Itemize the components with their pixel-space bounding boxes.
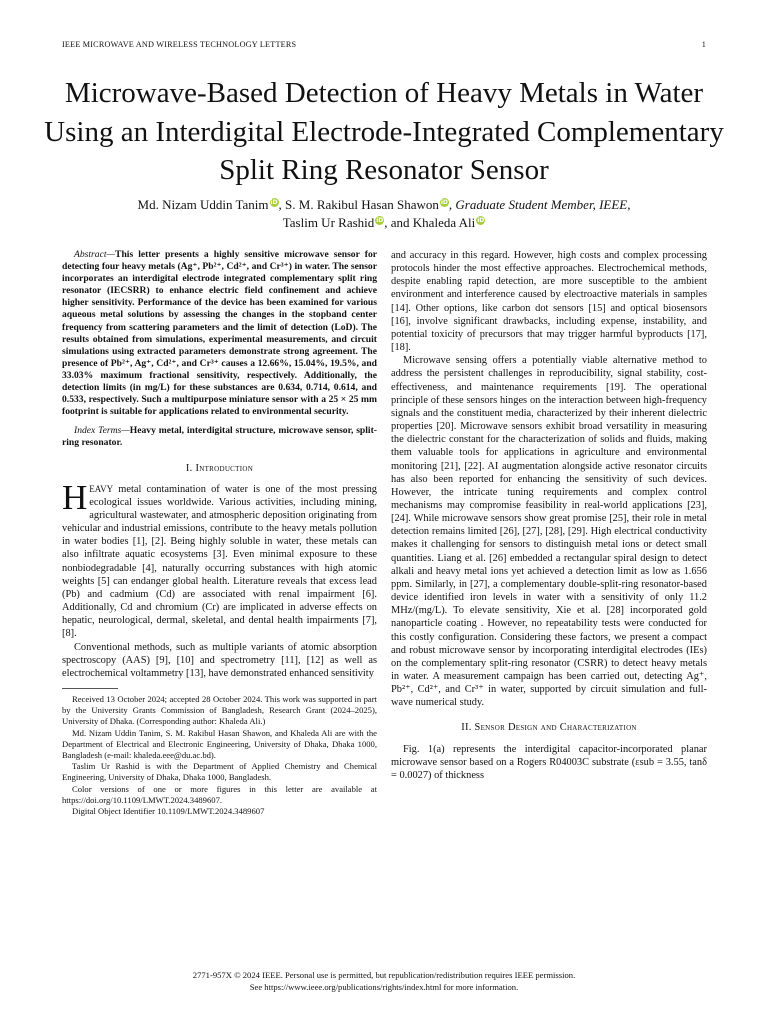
intro-paragraph-2: Conventional methods, such as multiple variants of atomic absorption spectroscopy (AAS) [9], [10] and spectrometry [11], [12] as well as electrochemical voltammetry [13], have demonstrated enhanced sensitivity bbox=[62, 641, 377, 679]
orcid-icon[interactable]: iD bbox=[270, 198, 278, 206]
intro-paragraph-1-text: metal contamination of water is one of the most pressing ecological issues worldwide. Various activities, including mining, agricultural wastewater, and atmospheric deposition originating from vehicular and industrial emissions, contribute to the heavy metals pollution in water bodies [1], [2]. Being highly soluble in water, these metals can also infiltrate aquatic ecosystems [3]. Even minimal exposure to these nonbiodegradable [4], naturally occurring substances with high atomic weights [5] can endanger global health. Literature reveals that excess lead (Pb) and cadmium (Cd) are associated with renal impairment [6]. Additionally, Cd and chromium (Cr) are implicated in adverse effects on hepatic, neurological, dermal, skeletal, and dental health impairments [7], [8]. bbox=[62, 483, 377, 640]
index-terms-label: Index Terms— bbox=[74, 425, 130, 437]
copyright-notice bbox=[60, 970, 708, 993]
author-list: Md. Nizam Uddin Tanim iD, S. M. Rakibul Hasan Shawon iD, Graduate Student Member, IEEE, Taslim Ur Rashid iD, and Khaleda Ali iD bbox=[137, 197, 631, 230]
author-2-membership: Graduate Student Member, IEEE bbox=[455, 197, 628, 212]
index-terms bbox=[62, 425, 377, 449]
author-2: S. M. Rakibul Hasan Shawon bbox=[285, 197, 439, 212]
right-column bbox=[391, 249, 707, 782]
orcid-icon[interactable]: iD bbox=[440, 198, 448, 206]
orcid-icon[interactable]: iD bbox=[376, 216, 384, 224]
abstract-label: Abstract— bbox=[74, 249, 116, 260]
abstract-text: This letter presents a highly sensitive microwave sensor for detecting four heavy metals (Ag⁺, Pb²⁺, Cd²⁺, and Cr³⁺) in water. The sensor incorporates an interdigital electrode integrated complementary split ring resonator (IECSRR) to enhance electric field confinement and achieve higher sensitivity. Performance of the device has been examined for various aqueous metal solutions by assessing the changes in the stopband center frequency from scattering parameters and the limit of detection (LoD). The results obtained from simulations, experimental measurements, and circuit simulations using extracted parameters demonstrate strong agreement. The presence of Pb²⁺, Ag⁺, Cd²⁺, and Cr³⁺ causes a 12.66%, 15.04%, 19.5%, and 33.03% maximum fractional sensitivity, respectively. Additionally, the detection limits (in mg/L) for these substances are 0.634, 0.714, 0.614, and 0.533, respectively. Such a multipurpose miniature sensor with a 25 × 25 mm footprint is suitable for applications related to environmental security. bbox=[62, 249, 377, 418]
author-3: Taslim Ur Rashid bbox=[282, 215, 375, 230]
lead-word: EAVY bbox=[89, 483, 114, 494]
author-1: Md. Nizam Uddin Tanim bbox=[137, 197, 269, 212]
footnote-color[interactable]: Color versions of one or more figures in this letter are available at https://doi.org/10.1109/LMWT.2024.3489607. bbox=[62, 783, 377, 805]
sensor-paragraph-1: Fig. 1(a) represents the interdigital capacitor-incorporated planar microwave sensor based on a Rogers R04003C substrate (εsub = 3.55, tanδ = 0.0027) of thickness bbox=[391, 743, 707, 781]
footnote-affiliation-1: Md. Nizam Uddin Tanim, S. M. Rakibul Hasan Shawon, and Khaleda Ali are with the Department of Electrical and Electronic Engineering, University of Dhaka, Dhaka 1000, Bangladesh (e-mail: khaleda.eee@du.ac.bd). bbox=[62, 727, 377, 761]
footnote-doi: Digital Object Identifier 10.1109/LMWT.2024.3489607 bbox=[72, 806, 265, 817]
left-column bbox=[62, 249, 377, 817]
page-number: 1 bbox=[701, 40, 706, 49]
journal-name: IEEE MICROWAVE AND WIRELESS TECHNOLOGY LETTERS bbox=[62, 40, 297, 49]
orcid-icon[interactable]: iD bbox=[477, 216, 485, 224]
footnotes bbox=[62, 694, 377, 817]
footnote-received: Received 13 October 2024; accepted 28 October 2024. This work was supported in part by the University Grants Commission of Bangladesh, Research Grant (2024–2025), University of Dhaka. (Corresponding author: Khaleda Ali.) bbox=[62, 694, 377, 727]
paper-title: Microwave-Based Detection of Heavy Metals in Water Using an Interdigital Electrode-Integrated Complementary Split Ring Resonator Sensor bbox=[44, 77, 724, 186]
footnote-rule bbox=[62, 688, 118, 689]
footnote-affiliation-2: Taslim Ur Rashid is with the Department of Applied Chemistry and Chemical Engineering, University of Dhaka, Dhaka 1000, Bangladesh. bbox=[62, 761, 377, 783]
intro-paragraph-1 bbox=[62, 477, 377, 641]
index-terms-text: Heavy metal, interdigital structure, microwave sensor, split-ring resonator. bbox=[62, 425, 377, 449]
intro-paragraph-2-continued: and accuracy in this regard. However, high costs and complex processing protocols hinder the most effective approaches. Electrochemical methods, despite enabling rapid detection, are more susceptible to the ambient environment and interference caused by electroactive materials in samples [14]. Other options, like carbon dot sensors [15] and optical biosensors [16], involve significant drawbacks, including expense, instability, and potential toxicity of precursors that may trigger harmful byproducts [17], [18]. bbox=[391, 250, 707, 354]
section-heading-introduction: I. Introduction bbox=[185, 462, 254, 474]
author-4: Khaleda Ali bbox=[412, 215, 476, 230]
running-header bbox=[62, 40, 706, 49]
copyright-line-1: 2771-957X © 2024 IEEE. Personal use is permitted, but republication/redistribution requires IEEE permission. bbox=[192, 970, 576, 980]
abstract bbox=[62, 249, 377, 418]
copyright-line-2[interactable]: See https://www.ieee.org/publications/rights/index.html for more information. bbox=[249, 981, 519, 992]
drop-cap: H bbox=[62, 477, 88, 517]
section-heading-sensor-design: II. Sensor Design and Characterization bbox=[461, 722, 637, 734]
intro-paragraph-3: Microwave sensing offers a potentially viable alternative method to address the persistent challenges in reproducibility, signal stability, cost-effectiveness, and maintenance requirements [19]. The operational principle of these sensors hinges on the interaction between high-frequency signals and the constituent media, characterized by their inherent dielectric properties [20]. Microwave sensors exhibit broad versatility in measuring the dielectric constant for the characterization of solids and fluids, making them valuable tools for applications in agriculture and environmental monitoring [21], [22]. AI augmentation alongside active resonator circuits has also been reported for enhancing the sensitivity of such devices. However, the intricate tuning requirements and complex control mechanisms may compromise feasibility in real-world applications [23], [24]. While microwave sensors show great promise [25], their role in metal detection remains limited [26], [27], [28], [29]. High electrical conductivity makes it challenging for sensors to distinguish metal ions or detect small quantities. Liang et al. [26] embedded a rectangular spiral design to detect alkali and heavy metal ions yet achieved a detection limit as low as 1.656 ppm. Similarly, in [27], a complementary double-split-ring resonator-based device identified iron levels in water with a sensitivity of only 11.2 MHz/(mg/L). To elevate sensitivity, Xie et al. [28] incorporated gold nanoparticle coating . However, no repeatability tests were conducted for this costly configuration. Considering these factors, we present a compact and robust microwave sensor by incorporating interdigital electrodes (IEs) on the complementary split-ring resonator (CSRR) to detect heavy metals in water. A measurement campaign has been carried out, detecting Ag⁺, Pb²⁺, Cd²⁺, and Cr³⁺ in water, supported by circuit simulation and full-wave numerical study. bbox=[391, 355, 707, 709]
